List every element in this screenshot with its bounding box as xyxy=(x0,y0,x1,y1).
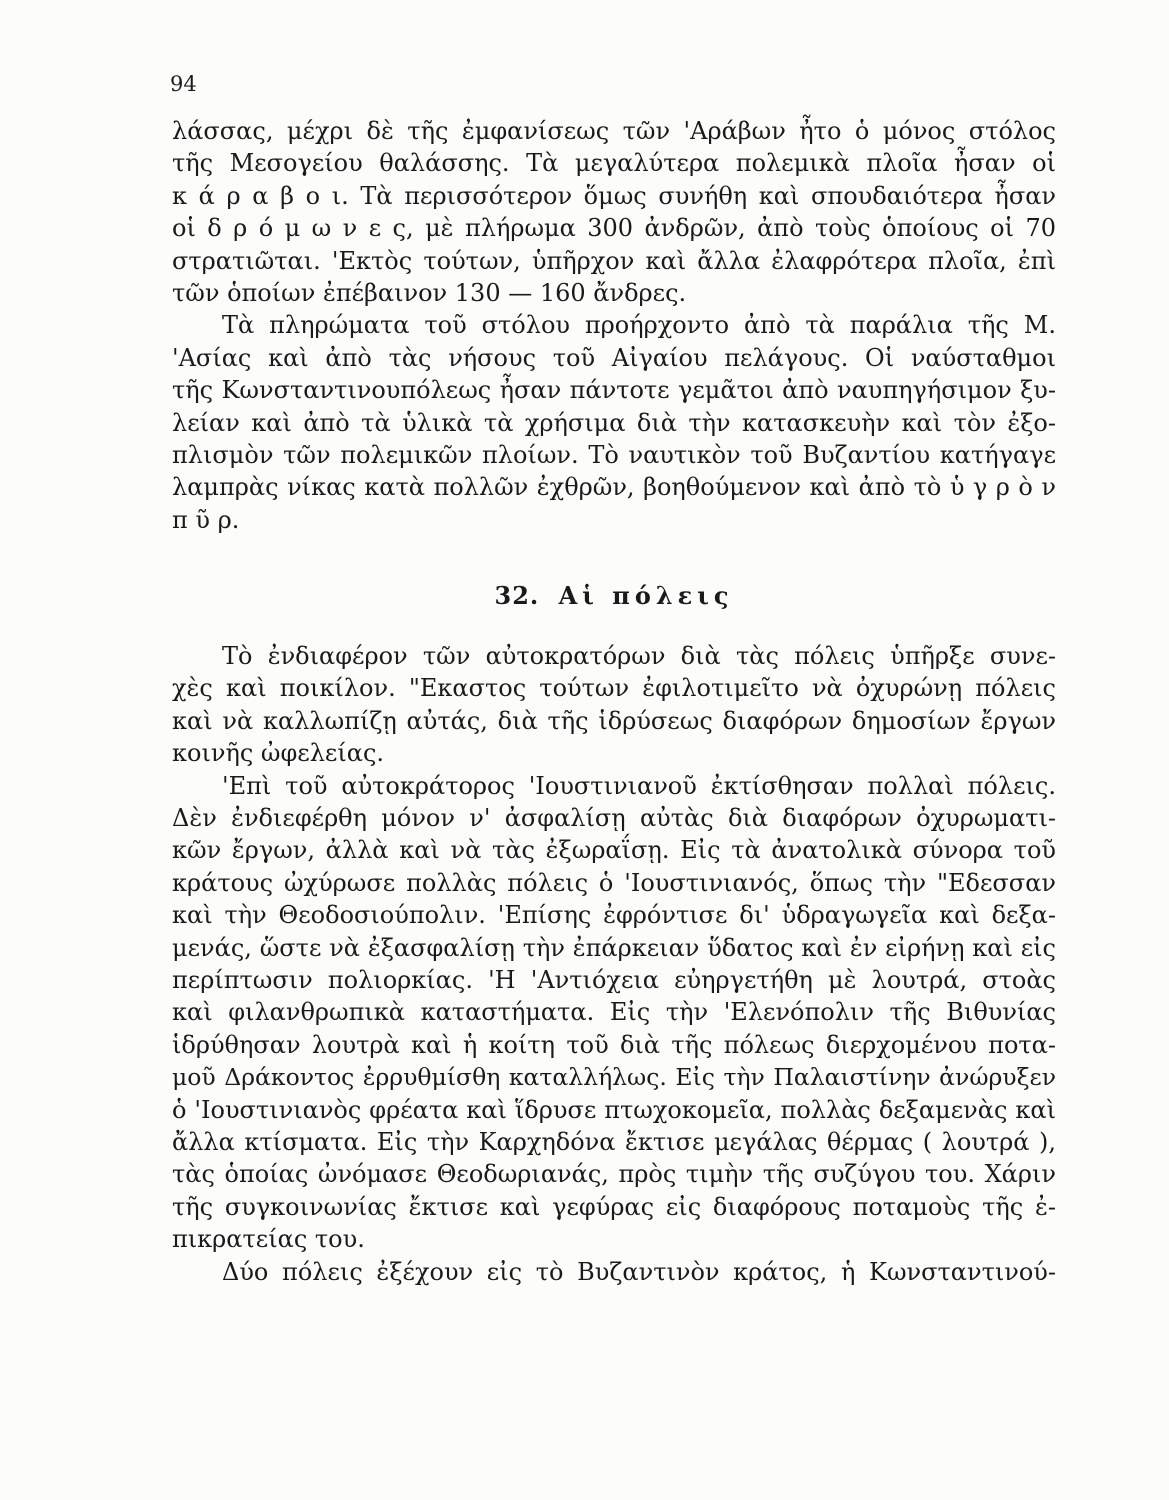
section-number: 32. xyxy=(494,581,540,611)
text-line: λαμπρὰς νίκας κατὰ πολλῶν ἐχθρῶν, βοηθούμενον καὶ ἀπὸ τὸ ὑ γ ρ ὸ ν xyxy=(172,473,1056,502)
paragraph-2 xyxy=(172,309,1056,536)
text-line: ὁ 'Ιουστινιανὸς φρέατα καὶ ἵδρυσε πτωχοκομεῖα, πολλὰς δεξαμενὰς καὶ xyxy=(172,1095,1056,1124)
text-line: πλισμὸν τῶν πολεμικῶν πλοίων. Τὸ ναυτικὸν τοῦ Βυζαντίου κατήγαγε xyxy=(172,440,1056,469)
text-line: λείαν καὶ ἀπὸ τὰ ὑλικὰ τὰ χρήσιμα διὰ τὴν κατασκευὴν καὶ τὸν ἐξο- xyxy=(172,408,1056,437)
paragraph-3 xyxy=(172,640,1056,770)
text-line: καὶ νὰ καλλωπίζῃ αὐτάς, διὰ τῆς ἱδρύσεως διαφόρων δημοσίων ἔργων xyxy=(172,706,1056,735)
text-line: τῶν ὁποίων ἐπέβαινον 130 — 160 ἄνδρες. xyxy=(172,278,687,307)
text-line: τῆς συγκοινωνίας ἔκτισε καὶ γεφύρας εἰς διαφόρους ποταμοὺς τῆς ἐ- xyxy=(172,1192,1056,1221)
section-title: Αἱ πόλεις xyxy=(558,581,734,611)
body-text xyxy=(172,115,1056,1288)
text-line: τὰς ὁποίας ὠνόμασε Θεοδωριανάς, πρὸς τιμὴν τῆς συζύγου του. Χάριν xyxy=(172,1160,1056,1189)
text-line: Δύο πόλεις ἐξέχουν εἰς τὸ Βυζαντινὸν κράτος, ἡ Κωνσταντινού- xyxy=(222,1257,1056,1286)
text-line: κ ά ρ α β ο ι. Τὰ περισσότερον ὅμως συνήθη καὶ σπουδαιότερα ἦσαν xyxy=(172,181,1056,210)
text-line: λάσσας, μέχρι δὲ τῆς ἐμφανίσεως τῶν 'Αράβων ἦτο ὁ μόνος στόλος xyxy=(172,117,1056,145)
paragraph-4 xyxy=(172,770,1056,1256)
text-line: Δὲν ἐνδιεφέρθη μόνον ν' ἀσφαλίσῃ αὐτὰς διὰ διαφόρων ὀχυρωματι- xyxy=(172,804,1056,833)
text-line: 'Ασίας καὶ ἀπὸ τὰς νήσους τοῦ Αἰγαίου πελάγους. Οἱ ναύσταθμοι xyxy=(172,343,1056,372)
text-line: πικρατείας του. xyxy=(172,1225,365,1254)
text-line: π ῦ ρ. xyxy=(172,505,240,534)
text-line: μενάς, ὥστε νὰ ἐξασφαλίσῃ τὴν ἐπάρκειαν ὕδατος καὶ ἐν εἰρήνῃ καὶ εἰς xyxy=(172,933,1056,962)
text-line: τῆς Κωνσταντινουπόλεως ἦσαν πάντοτε γεμᾶτοι ἀπὸ ναυπηγήσιμον ξυ- xyxy=(172,376,1056,405)
text-line: τῆς Μεσογείου θαλάσσης. Τὰ μεγαλύτερα πολεμικὰ πλοῖα ἦσαν οἱ xyxy=(172,149,1056,178)
text-line: στρατιῶται. 'Εκτὸς τούτων, ὑπῆρχον καὶ ἄλλα ἐλαφρότερα πλοῖα, ἐπὶ xyxy=(172,246,1056,275)
text-line: Τὸ ἐνδιαφέρον τῶν αὐτοκρατόρων διὰ τὰς πόλεις ὑπῆρξε συνε- xyxy=(222,642,1056,671)
section-heading xyxy=(172,560,1056,632)
text-line: ἱδρύθησαν λουτρὰ καὶ ἡ κοίτη τοῦ διὰ τῆς πόλεως διερχομένου ποτα- xyxy=(172,1030,1056,1059)
text-line: οἱ δ ρ ό μ ω ν ε ς, μὲ πλήρωμα 300 ἀνδρῶν, ἀπὸ τοὺς ὁποίους οἱ 70 xyxy=(172,214,1056,243)
text-line: καὶ φιλανθρωπικὰ καταστήματα. Εἰς τὴν 'Ελενόπολιν τῆς Βιθυνίας xyxy=(172,998,1056,1027)
paragraph-5 xyxy=(172,1256,1056,1288)
text-line: ἄλλα κτίσματα. Εἰς τὴν Καρχηδόνα ἔκτισε μεγάλας θέρμας ( λουτρά ), xyxy=(172,1127,1056,1156)
text-line: Τὰ πληρώματα τοῦ στόλου προήρχοντο ἀπὸ τὰ παράλια τῆς Μ. xyxy=(222,311,1056,340)
text-line: κοινῆς ὠφελείας. xyxy=(172,739,385,768)
text-line: μοῦ Δράκοντος ἐρρυθμίσθη καταλλήλως. Εἰς τὴν Παλαιστίνην ἀνώρυξεν xyxy=(172,1063,1056,1092)
text-line: περίπτωσιν πολιορκίας. 'Η 'Αντιόχεια εὐηργετήθη μὲ λουτρά, στοὰς xyxy=(172,965,1056,994)
text-line: καὶ τὴν Θεοδοσιούπολιν. 'Επίσης ἐφρόντισε δι' ὑδραγωγεῖα καὶ δεξα- xyxy=(172,901,1056,930)
text-line: κράτους ὠχύρωσε πολλὰς πόλεις ὁ 'Ιουστινιανός, ὅπως τὴν "Εδεσσαν xyxy=(172,868,1056,897)
page-number: 94 xyxy=(170,72,197,96)
text-line: 'Επὶ τοῦ αὐτοκράτορος 'Ιουστινιανοῦ ἐκτίσθησαν πολλαὶ πόλεις. xyxy=(222,771,1056,800)
paragraph-1 xyxy=(172,115,1056,309)
text-line: κῶν ἔργων, ἀλλὰ καὶ νὰ τὰς ἐξωραΐσῃ. Εἰς τὰ ἀνατολικὰ σύνορα τοῦ xyxy=(172,836,1056,865)
text-line: χὲς καὶ ποικίλον. "Εκαστος τούτων ἐφιλοτιμεῖτο νὰ ὀχυρώνῃ πόλεις xyxy=(172,674,1056,703)
